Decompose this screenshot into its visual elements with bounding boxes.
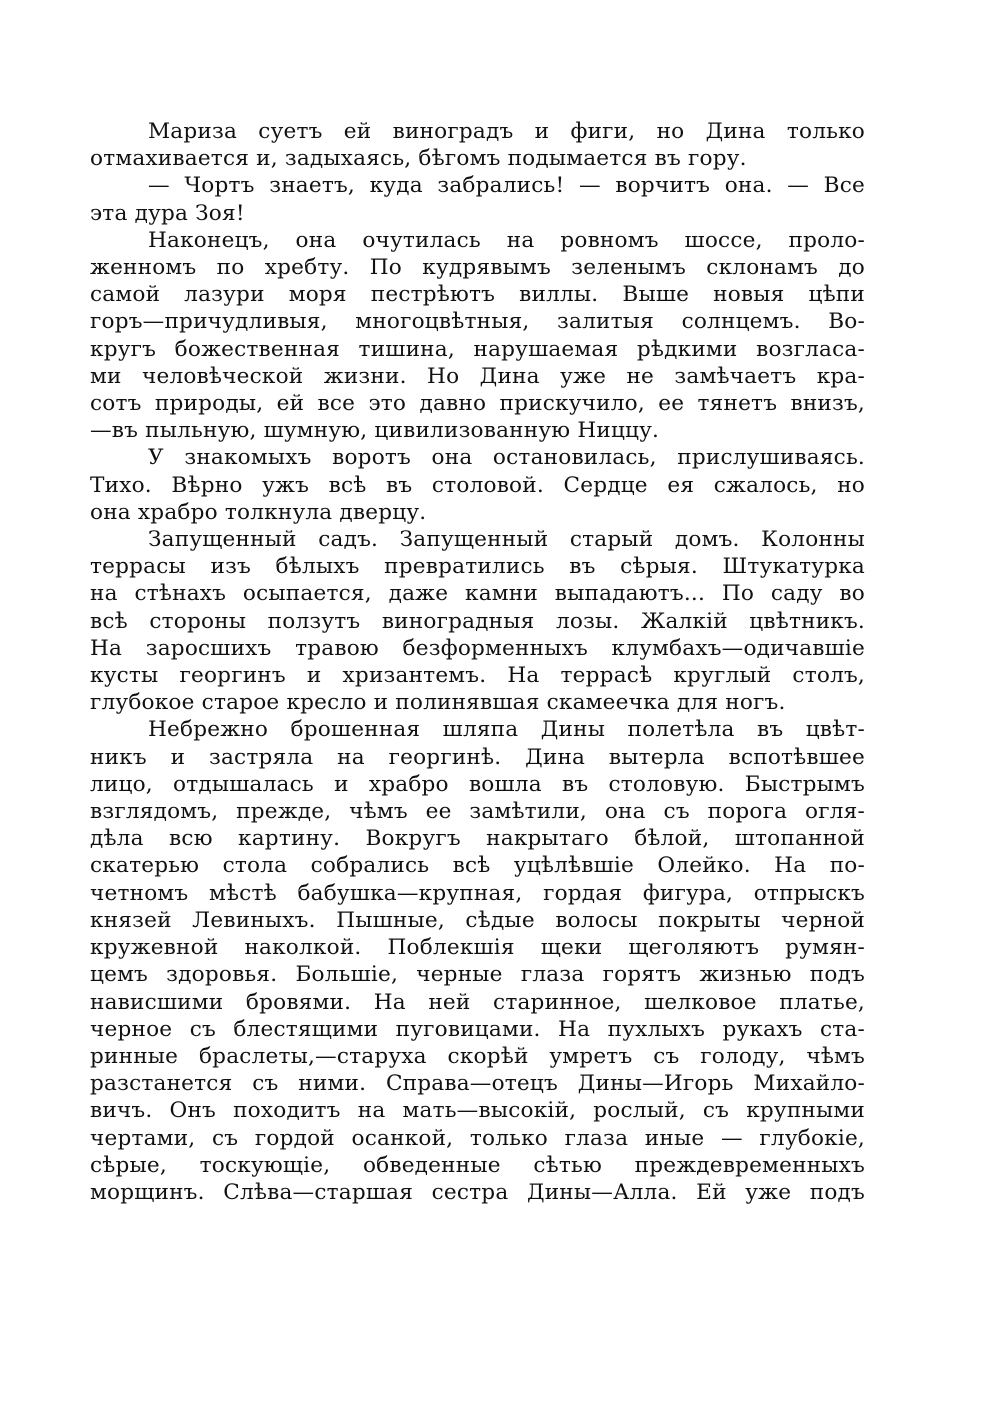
text-line: она храбро толкнула дверцу.	[90, 499, 427, 525]
text-line: — Чортъ знаетъ, куда забрались! — ворчитъ она. — Все	[148, 173, 865, 199]
text-line: дѣла всю картину. Вокругъ накрытаго бѣлой, штопанной	[90, 826, 865, 852]
text-line: кругъ божественная тишина, нарушаемая рѣдкими возгласа-	[90, 336, 865, 362]
text-line: Наконецъ, она очутилась на ровномъ шоссе, проло-	[148, 227, 865, 253]
text-line: князей Левиныхъ. Пышные, сѣдые волосы покрыты черной	[90, 907, 865, 933]
text-line: на стѣнахъ осыпается, даже камни выпадаютъ... По саду во	[90, 581, 865, 607]
text-line: сотъ природы, ей все это давно прискучило, ее тянетъ внизъ,	[90, 391, 865, 417]
text-line: самой лазури моря пестрѣютъ виллы. Выше новыя цѣпи	[90, 282, 865, 308]
text-line: Мариза суетъ ей виноградъ и фиги, но Дина только	[148, 119, 865, 144]
paragraph-2	[90, 172, 865, 226]
paragraph-6	[90, 716, 865, 1206]
paragraph-4	[90, 444, 865, 526]
book-page	[90, 118, 865, 1298]
text-line: кусты георгинъ и хризантемъ. На террасѣ круглый столъ,	[90, 663, 865, 689]
text-line: чертами, съ гордой осанкой, только глаза иные — глубокіе,	[90, 1125, 865, 1151]
text-line: кружевной наколкой. Поблекшія щеки щеголяютъ румян-	[90, 935, 865, 961]
text-line: —въ пыльную, шумную, цивилизованную Ниццу.	[90, 418, 660, 444]
text-line: Тихо. Вѣрно ужъ всѣ въ столовой. Сердце ея сжалось, но	[90, 472, 865, 498]
text-line: никъ и застряла на георгинѣ. Дина вытерла вспотѣвшее	[90, 744, 865, 770]
text-line: лицо, отдышалась и храбро вошла въ столовую. Быстрымъ	[90, 771, 865, 797]
text-line: черное съ блестящими пуговицами. На пухлыхъ рукахъ ста-	[90, 1016, 865, 1042]
text-line: нависшими бровями. На ней старинное, шелковое платье,	[90, 989, 865, 1015]
text-line: всѣ стороны ползутъ виноградныя лозы. Жалкій цвѣтникъ.	[90, 608, 865, 634]
text-line: отмахивается и, задыхаясь, бѣгомъ подымается въ гору.	[90, 146, 747, 172]
text-line: цемъ здоровья. Большіе, черные глаза горятъ жизнью подъ	[90, 962, 865, 988]
text-line: На заросшихъ травою безформенныхъ клумбахъ—одичавшіе	[90, 635, 865, 661]
text-line: взглядомъ, прежде, чѣмъ ее замѣтили, она съ порога огля-	[90, 799, 865, 825]
paragraph-3	[90, 227, 865, 445]
text-line: ми человѣческой жизни. Но Дина уже не замѣчаетъ кра-	[90, 363, 865, 389]
text-line: Запущенный садъ. Запущенный старый домъ. Колонны	[148, 527, 865, 553]
paragraph-5	[90, 526, 865, 716]
text-line: вичъ. Онъ походитъ на мать—высокій, рослый, съ крупными	[90, 1098, 865, 1124]
text-line: разстанется съ ними. Справа—отецъ Дины—Игорь Михайло-	[90, 1071, 865, 1097]
text-line: эта дура Зоя!	[90, 200, 245, 226]
text-line: горъ—причудливыя, многоцвѣтныя, залитыя солнцемъ. Во-	[90, 309, 865, 335]
text-line: Небрежно брошенная шляпа Дины полетѣла въ цвѣт-	[148, 717, 865, 743]
text-line: террасы изъ бѣлыхъ превратились въ сѣрыя. Штукатурка	[90, 554, 865, 580]
text-line: морщинъ. Слѣва—старшая сестра Дины—Алла. Ей уже подъ	[90, 1179, 865, 1205]
text-line: женномъ по хребту. По кудрявымъ зеленымъ склонамъ до	[90, 255, 865, 281]
text-line: скатерью стола собрались всѣ уцѣлѣвшіе Олейко. На по-	[90, 853, 865, 879]
text-line: У знакомыхъ воротъ она остановилась, прислушиваясь.	[148, 445, 865, 471]
text-line: четномъ мѣстѣ бабушка—крупная, гордая фигура, отпрыскъ	[90, 880, 865, 906]
text-line: глубокое старое кресло и полинявшая скамеечка для ногъ.	[90, 690, 786, 716]
text-line: ринные браслеты,—старуха скорѣй умретъ съ голоду, чѣмъ	[90, 1043, 865, 1069]
paragraph-1	[90, 118, 865, 172]
text-line: сѣрые, тоскующіе, обведенные сѣтью преждевременныхъ	[90, 1152, 865, 1178]
